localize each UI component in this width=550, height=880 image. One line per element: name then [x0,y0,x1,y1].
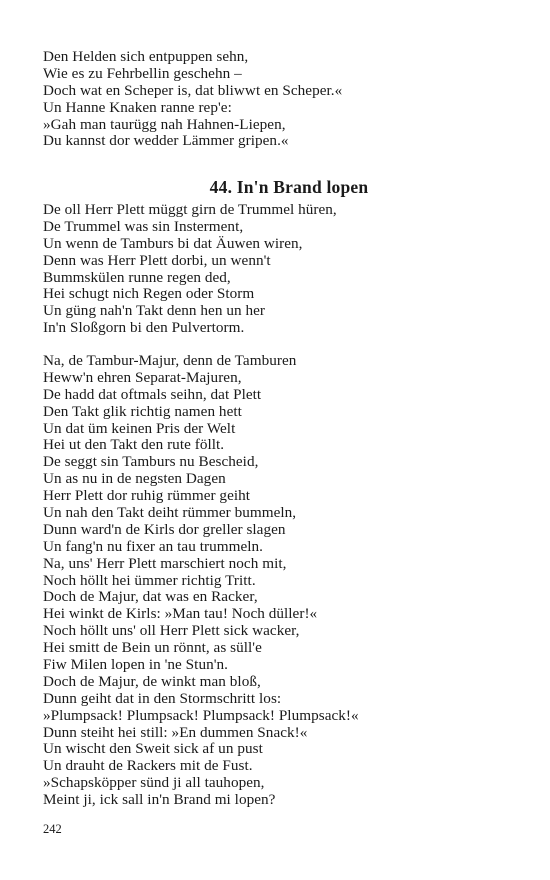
poem-line: Doch wat en Scheper is, dat bliwwt en Scheper.« [43,81,343,99]
poem-stanza-1 [43,202,513,337]
poem-line: De hadd dat oftmals seihn, dat Plett [43,385,262,403]
page-number: 242 [43,822,62,836]
poem-line: Dunn ward'n de Kirls dor greller slagen [43,520,286,538]
poem-line: Dunn steiht hei still: »En dummen Snack!« [43,723,308,741]
poem-line: »Schapsköpper sünd ji all tauhopen, [43,774,265,792]
poem-line: Herr Plett dor ruhig rümmer geiht [43,487,251,505]
poem-line: Fiw Milen lopen in 'ne Stun'n. [43,656,229,674]
poem-line: Noch höllt uns' oll Herr Plett sick wacker, [43,622,300,640]
poem-line: Heww'n ehren Separat-Majuren, [43,368,242,386]
poem-line: Doch de Majur, de winkt man bloß, [43,672,261,690]
poem-line: Hei ut den Takt den rute föllt. [43,436,225,454]
poem-line: Bummskülen runne regen ded, [43,268,231,286]
poem-line: Un drauht de Rackers mit de Fust. [43,757,253,775]
poem-continuation-stanza [43,49,513,150]
poem-line: Meint ji, ick sall in'n Brand mi lopen? [43,791,276,809]
poem-title: 44. In'n Brand lopen [209,177,369,197]
poem-line: Denn was Herr Plett dorbi, un wenn't [43,251,271,269]
poem-stanza-2 [43,353,513,809]
poem-line: Un Hanne Knaken ranne rep'e: [43,98,232,116]
poem-line: Un fang'n nu fixer an tau trummeln. [43,537,264,555]
poem-line: Un wischt den Sweit sick af un pust [43,740,263,758]
poem-line: Un güng nah'n Takt denn hen un her [43,302,265,320]
poem-line: Noch höllt hei ümmer richtig Tritt. [43,571,256,589]
poem-line: Hei winkt de Kirls: »Man tau! Noch düller!« [43,605,318,623]
poem-line: Dunn geiht dat in den Stormschritt los: [43,689,282,707]
poem-line: De seggt sin Tamburs nu Bescheid, [43,453,259,471]
poem-line: De oll Herr Plett müggt girn de Trummel hüren, [43,201,337,218]
poem-line: Den Takt glik richtig namen hett [43,402,242,420]
poem-line: »Plumpsack! Plumpsack! Plumpsack! Plumpsack!« [43,706,359,724]
poem-line: Un nah den Takt deiht rümmer bummeln, [43,504,297,522]
poem-line: »Gah man taurügg nah Hahnen-Liepen, [43,115,286,133]
poem-line: Du kannst dor wedder Lämmer gripen.« [43,132,289,150]
poem-line: De Trummel was sin Insterment, [43,217,244,235]
poem-line: Un wenn de Tamburs bi dat Äuwen wiren, [43,234,303,252]
poem-line: In'n Sloßgorn bi den Pulvertorm. [43,319,245,337]
poem-line: Hei schugt nich Regen oder Storm [43,285,255,303]
poem-line: Hei smitt de Bein un rönnt, as süll'e [43,639,262,657]
poem-line: Den Helden sich entpuppen sehn, [43,48,249,65]
poem-line: Na, uns' Herr Plett marschiert noch mit, [43,554,287,572]
poem-line: Doch de Majur, dat was en Racker, [43,588,258,606]
poem-line: Wie es zu Fehrbellin geschehn – [43,64,242,82]
poem-line: Na, de Tambur-Majur, denn de Tamburen [43,352,297,369]
poem-line: Un dat üm keinen Pris der Welt [43,419,236,437]
poem-line: Un as nu in de negsten Dagen [43,470,226,488]
